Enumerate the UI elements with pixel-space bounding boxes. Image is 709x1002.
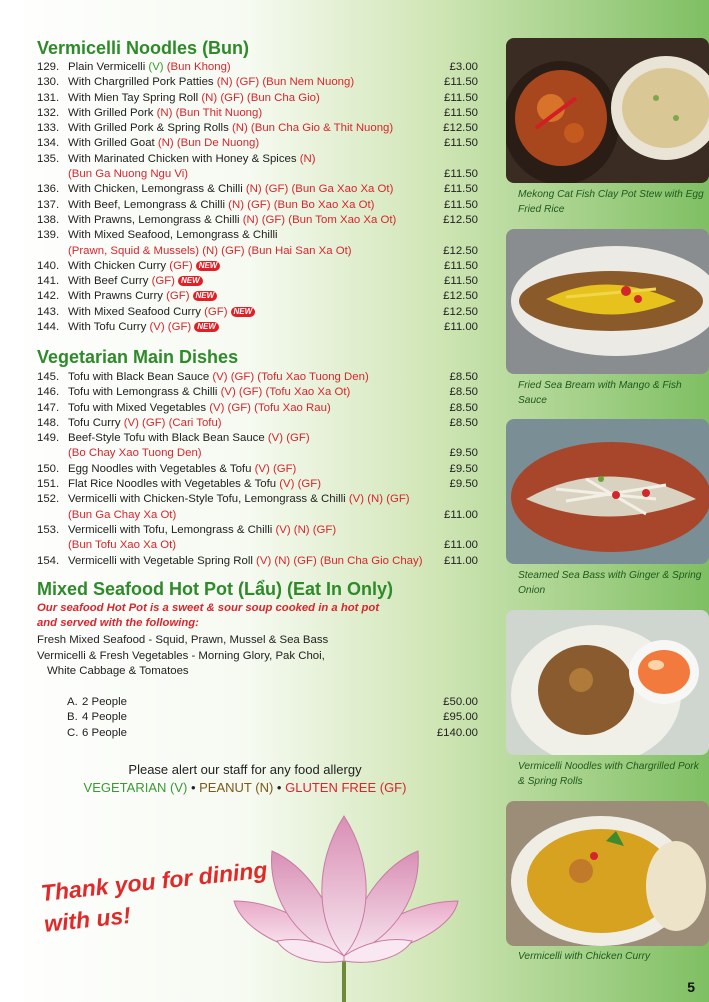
menu-item-dietary-tags: (V) (GF) [220,386,263,399]
hotpot-option-row [67,726,478,741]
menu-item-price: £11.50 [444,76,478,89]
menu-item-name: Tofu Curry [68,416,124,429]
menu-item-vietnamese-name: (Bo Chay Xao Tuong Den) [68,447,202,460]
menu-item-row [37,370,478,385]
hotpot-desc-line: and served with the following: [37,617,199,629]
hotpot-desc-line: Our seafood Hot Pot is a sweet & sour soup cooked in a hot pot [37,602,380,614]
menu-item-price: £8.50 [449,371,478,383]
menu-item-row [37,167,478,182]
menu-item-row [37,289,478,304]
menu-item-dietary-tags: (V) (GF) [279,478,322,491]
hotpot-option-price: £50.00 [443,696,478,708]
section-title-hotpot: Mixed Seafood Hot Pot (Lẩu) (Eat In Only) [37,579,394,599]
allergy-legend [0,780,490,795]
menu-item-number: 152. [37,493,60,506]
menu-item-row [37,462,478,477]
thank-you-message: Thank you for dining with us! [39,856,269,937]
menu-item-dietary-tags: (V) (GF) [209,401,251,414]
menu-item-number: 129. [37,61,60,73]
menu-item-number: 132. [37,106,60,119]
menu-item-dietary-tags: (V) (N) (GF) [348,493,410,506]
dish-photo-catfish-claypot [506,38,709,183]
page-number: 5 [687,979,695,995]
menu-item-vietnamese-name: (Bun Tom Xao Xa Ot) [285,213,397,226]
menu-item-row [37,477,478,492]
menu-item-price: £9.50 [449,462,478,475]
menu-item-row [37,538,478,553]
menu-item-name: Vermicelli with Tofu, Lemongrass & Chilli [68,523,276,536]
hotpot-option-price: £140.00 [436,726,478,739]
menu-item-number: 148. [37,416,60,429]
hotpot-contents [37,633,477,680]
menu-item-price: £9.50 [449,478,478,491]
hotpot-content-line: White Cabbage & Tomatoes [47,665,189,677]
menu-item-price: £11.00 [444,554,478,567]
hotpot-content-line: Fresh Mixed Seafood - Squid, Prawn, Mussel & Sea Bass [37,634,329,646]
menu-item-number: 139. [37,229,60,242]
menu-item-number: 130. [37,76,60,89]
photo-caption: Steamed Sea Bass with Ginger & Spring Onion [518,570,702,596]
menu-item-dietary-tags: (GF) [204,305,228,318]
menu-item-price: £11.00 [444,539,478,552]
menu-item-number: 137. [37,198,60,211]
menu-item-number: 154. [37,554,60,567]
menu-item-row [37,401,478,416]
menu-item-vietnamese-name: (Bun Ga Chay Xa Ot) [68,508,177,521]
menu-item-dietary-tags: (N) (GF) [242,213,286,226]
menu-item-name: With Mien Tay Spring Roll [68,91,202,104]
menu-item-dietary-tags: (GF) [151,275,175,288]
menu-item-price: £8.50 [449,416,478,429]
menu-item-row [37,121,478,136]
menu-item-row [37,508,478,523]
menu-item-row [37,259,478,274]
menu-item-row [37,228,478,243]
menu-item-vietnamese-name: (Bun Cha Gio) [243,91,320,104]
section-title-vermicelli: Vermicelli Noodles (Bun) [37,38,250,58]
menu-item-number: 141. [37,275,60,288]
menu-item-number: 142. [37,290,60,303]
photo-caption: Fried Sea Bream with Mango & Fish Sauce [518,380,682,406]
menu-item-vietnamese-name: (Bun Cha Gio & Thit Nuong) [247,122,394,135]
legend-bullet: • [190,780,196,795]
menu-item-name: With Grilled Pork & Spring Rolls [68,122,232,135]
menu-item-name: Plain Vermicelli [68,61,149,73]
menu-item-name: With Mixed Seafood Curry [68,305,205,318]
menu-item-number: 144. [37,321,60,334]
menu-item-row [37,91,478,106]
menu-item-dietary-tags: (GF) [169,259,193,272]
menu-item-vietnamese-name: (Bun Nem Nuong) [259,76,355,89]
menu-item-row [37,431,478,446]
vegetarian-list [37,370,478,569]
menu-item-number: 131. [37,91,60,104]
menu-item-price: £8.50 [449,386,478,399]
menu-item-row [37,320,478,335]
hotpot-option-label: A. [67,696,78,708]
menu-item-price: £11.50 [444,91,478,104]
menu-item-number: 149. [37,432,60,445]
photo-caption: Vermicelli with Chicken Curry [518,951,651,962]
menu-item-row [37,274,478,289]
menu-item-row [37,75,478,90]
menu-item-dietary-tags: (V) (GF) [123,416,166,429]
menu-item-row [37,213,478,228]
new-badge: NEW [231,307,256,317]
legend-vegetarian: VEGETARIAN (V) [83,780,188,795]
menu-item-vietnamese-name: (Tofu Xao Rau) [250,401,331,414]
menu-item-dietary-tags: (N) (GF) [228,198,271,211]
menu-item-vietnamese-name: (Bun Tofu Xao Xa Ot) [68,539,177,552]
dish-photo-fried-sea-bream [506,229,709,374]
hotpot-option-people: 4 People [82,711,127,724]
new-badge: NEW [196,261,221,271]
menu-item-number: 138. [37,213,60,226]
menu-item-number: 136. [37,183,60,196]
dish-photo-vermicelli-pork [506,610,709,755]
menu-item-dietary-tags: (V) [148,61,164,73]
menu-item-name: With Tofu Curry [68,321,150,334]
menu-item-vietnamese-name: (Bun Ga Nuong Ngu Vi) [68,168,189,181]
menu-item-price: £11.50 [444,275,478,288]
menu-item-dietary-tags: (N) [157,137,174,150]
menu-item-row [37,244,478,259]
menu-item-dietary-tags: (GF) [166,290,190,303]
menu-item-price: £12.50 [443,305,478,318]
menu-item-dietary-tags: (N) [299,152,316,165]
menu-item-price: £9.50 [449,447,478,460]
menu-item-name: With Marinated Chicken with Honey & Spices [68,152,300,165]
menu-item-vietnamese-name: (Bun Khong) [163,61,231,73]
menu-item-price: £11.50 [444,168,478,181]
hotpot-description [37,601,379,631]
menu-item-price: £11.00 [444,321,478,334]
menu-item-number: 151. [37,478,60,491]
photo-caption: Vermicelli Noodles with Chargrilled Pork & Spring Rolls [518,761,699,787]
menu-item-dietary-tags: (N) (GF) [245,183,289,196]
menu-item-price: £12.50 [443,244,478,257]
menu-item-number: 134. [37,137,60,150]
menu-item-row [37,305,478,320]
menu-item-dietary-tags: (V) (N) (GF) [256,554,317,567]
menu-item-number: 146. [37,386,60,399]
menu-item-name: With Prawns, Lemongrass & Chilli [68,213,243,226]
menu-item-vietnamese-name: (Bun Thit Nuong) [172,106,263,119]
menu-item-row [37,492,478,507]
menu-item-name: Flat Rice Noodles with Vegetables & Tofu [68,478,280,491]
menu-item-name: With Beef, Lemongrass & Chilli [68,198,229,211]
menu-item-price: £11.50 [444,106,478,119]
menu-item-price: £11.50 [444,259,478,272]
menu-item-dietary-tags: (V) (GF) [254,462,297,475]
hotpot-option-row [67,710,478,725]
menu-item-dietary-tags: (V) (GF) [267,432,310,445]
menu-item-row [37,523,478,538]
menu-item-number: 140. [37,259,60,272]
menu-item-price: £12.50 [443,122,478,135]
menu-item-dietary-tags: (V) (N) (GF) [275,523,337,536]
menu-item-dietary-tags: (V) (GF) [149,321,192,334]
menu-item-row [37,416,478,431]
legend-gluten-free: GLUTEN FREE (GF) [285,780,407,795]
menu-item-price: £8.50 [449,401,478,414]
menu-item-row [37,446,478,461]
allergy-notice: Please alert our staff for any food allergy [128,762,362,777]
hotpot-option-label: B. [67,711,78,724]
menu-item-vietnamese-name: (Cari Tofu) [165,416,222,429]
legend-bullet: • [276,780,282,795]
menu-item-number: 150. [37,462,60,475]
hotpot-pricing [67,695,478,741]
menu-item-number: 145. [37,371,60,383]
menu-item-row [37,152,478,167]
dish-photo-steamed-sea-bass [506,419,709,564]
menu-item-name: Tofu with Black Bean Sauce [68,371,213,383]
menu-item-vietnamese-name: (Bun Cha Gio Chay) [316,554,423,567]
menu-item-price: £12.50 [443,213,478,226]
hotpot-content-line: Vermicelli & Fresh Vegetables - Morning Glory, Pak Choi, [37,649,325,662]
menu-item-number: 153. [37,523,60,536]
menu-item-vietnamese-name: (Tofu Xao Xa Ot) [262,386,351,399]
menu-item-row [37,182,478,197]
menu-item-price: £11.00 [444,508,478,521]
menu-item-number: 135. [37,152,60,165]
menu-item-dietary-tags: (N) [231,122,248,135]
menu-item-name: With Grilled Pork [68,106,157,119]
dish-photo-chicken-curry [506,801,709,946]
menu-item-number: 133. [37,122,60,135]
menu-item-name: Tofu with Mixed Vegetables [68,401,210,414]
menu-item-name: With Beef Curry [68,275,152,288]
new-badge: NEW [178,276,203,286]
menu-item-vietnamese-name: (Prawn, Squid & Mussels) (N) (GF) (Bun Hai San Xa Ot) [68,244,352,257]
menu-item-row [37,554,478,569]
new-badge: NEW [194,322,219,332]
menu-item-name: With Chargrilled Pork Patties [68,76,217,89]
menu-item-row [37,136,478,151]
menu-item-price: £12.50 [443,290,478,303]
menu-item-dietary-tags: (N) [156,106,173,119]
menu-item-vietnamese-name: (Bun Ga Xao Xa Ot) [288,183,394,196]
menu-item-dietary-tags: (V) (GF) [212,371,255,383]
menu-item-name: With Mixed Seafood, Lemongrass & Chilli [68,229,278,242]
menu-item-name: Vermicelli with Vegetable Spring Roll [68,554,257,567]
hotpot-option-price: £95.00 [443,711,478,724]
hotpot-option-label: C. [67,726,79,739]
photo-caption: Mekong Cat Fish Clay Pot Stew with Egg Fried Rice [518,189,704,215]
menu-item-row [37,60,478,75]
menu-item-name: Vermicelli with Chicken-Style Tofu, Lemongrass & Chilli [68,493,349,506]
menu-item-name: With Chicken, Lemongrass & Chilli [68,183,246,196]
menu-item-price: £3.00 [449,61,478,73]
menu-item-name: With Chicken Curry [68,259,170,272]
menu-item-price: £11.50 [444,198,478,211]
menu-item-name: Tofu with Lemongrass & Chilli [68,386,221,399]
menu-item-name: With Grilled Goat [68,137,158,150]
menu-item-price: £11.50 [444,183,478,196]
legend-peanut: PEANUT (N) [199,780,274,795]
section-title-vegetarian: Vegetarian Main Dishes [37,347,239,367]
menu-item-dietary-tags: (N) (GF) [201,91,244,104]
menu-item-row [37,198,478,213]
hotpot-option-people: 2 People [82,696,127,708]
menu-item-vietnamese-name: (Tofu Xao Tuong Den) [254,371,369,383]
menu-item-row [37,106,478,121]
menu-item-name: Beef-Style Tofu with Black Bean Sauce [68,432,268,445]
vermicelli-list [37,60,478,335]
menu-item-row [37,385,478,400]
menu-item-number: 147. [37,401,60,414]
menu-item-vietnamese-name: (Bun Bo Xao Xa Ot) [270,198,375,211]
menu-item-price: £11.50 [444,137,478,150]
hotpot-option-people: 6 People [82,726,127,739]
menu-item-name: With Prawns Curry [68,290,167,303]
menu-item-vietnamese-name: (Bun De Nuong) [173,137,260,150]
new-badge: NEW [193,291,218,301]
menu-item-dietary-tags: (N) (GF) [216,76,260,89]
hotpot-option-row [67,695,478,710]
menu-item-number: 143. [37,305,60,318]
menu-item-name: Egg Noodles with Vegetables & Tofu [68,462,255,475]
